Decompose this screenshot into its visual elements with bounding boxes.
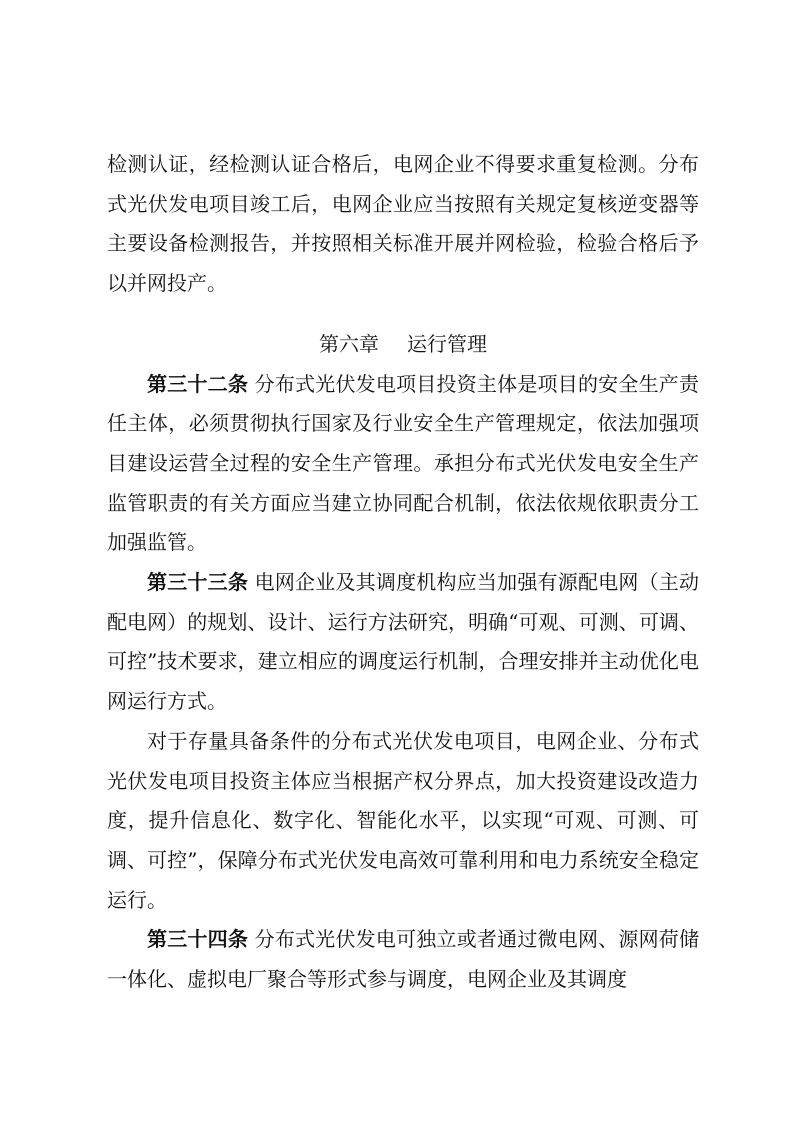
article-33-text: 电网企业及其调度机构应当加强有源配电网（主动配电网）的规划、设计、运行方法研究，明确“可观、可测、可调、可控”技术要求，建立相应的调度运行机制，合理安排并主动优化电网运行方式。 xyxy=(107,570,700,714)
article-32-paragraph xyxy=(107,365,699,564)
article-34-text: 分布式光伏发电可独立或者通过微电网、源网荷储一体化、虚拟电厂聚合等形式参与调度，电网企业及其调度 xyxy=(107,927,700,992)
continuation-paragraph: 检测认证，经检测认证合格后，电网企业不得要求重复检测。分布式光伏发电项目竣工后，电网企业应当按照有关规定复核逆变器等主要设备检测报告，并按照相关标准开展并网检验，检验合格后予以并网投产。 xyxy=(107,152,699,296)
article-32-text: 分布式光伏发电项目投资主体是项目的安全生产责任主体，必须贯彻执行国家及行业安全生产管理规定，依法加强项目建设运营全过程的安全生产管理。承担分布式光伏发电安全生产监管职责的有关方面应当建立协同配合机制，依法依规依职责分工加强监管。 xyxy=(107,371,700,555)
chapter-heading xyxy=(107,325,699,365)
article-34-paragraph xyxy=(107,920,699,999)
article-32-title: 第三十二条 xyxy=(147,371,249,396)
document-body xyxy=(107,145,699,1000)
chapter-number: 第六章 xyxy=(319,331,379,356)
article-33-second-paragraph: 对于存量具备条件的分布式光伏发电项目，电网企业、分布式光伏发电项目投资主体应当根据产权分界点，加大投资建设改造力度，提升信息化、数字化、智能化水平，以实现“可观、可测、可调、可控”，保障分布式光伏发电高效可靠利用和电力系统安全稳定运行。 xyxy=(107,728,699,912)
article-34-title: 第三十四条 xyxy=(147,927,249,952)
article-33-paragraph xyxy=(107,563,699,722)
article-33-title: 第三十三条 xyxy=(147,570,249,595)
chapter-title: 运行管理 xyxy=(407,331,487,356)
